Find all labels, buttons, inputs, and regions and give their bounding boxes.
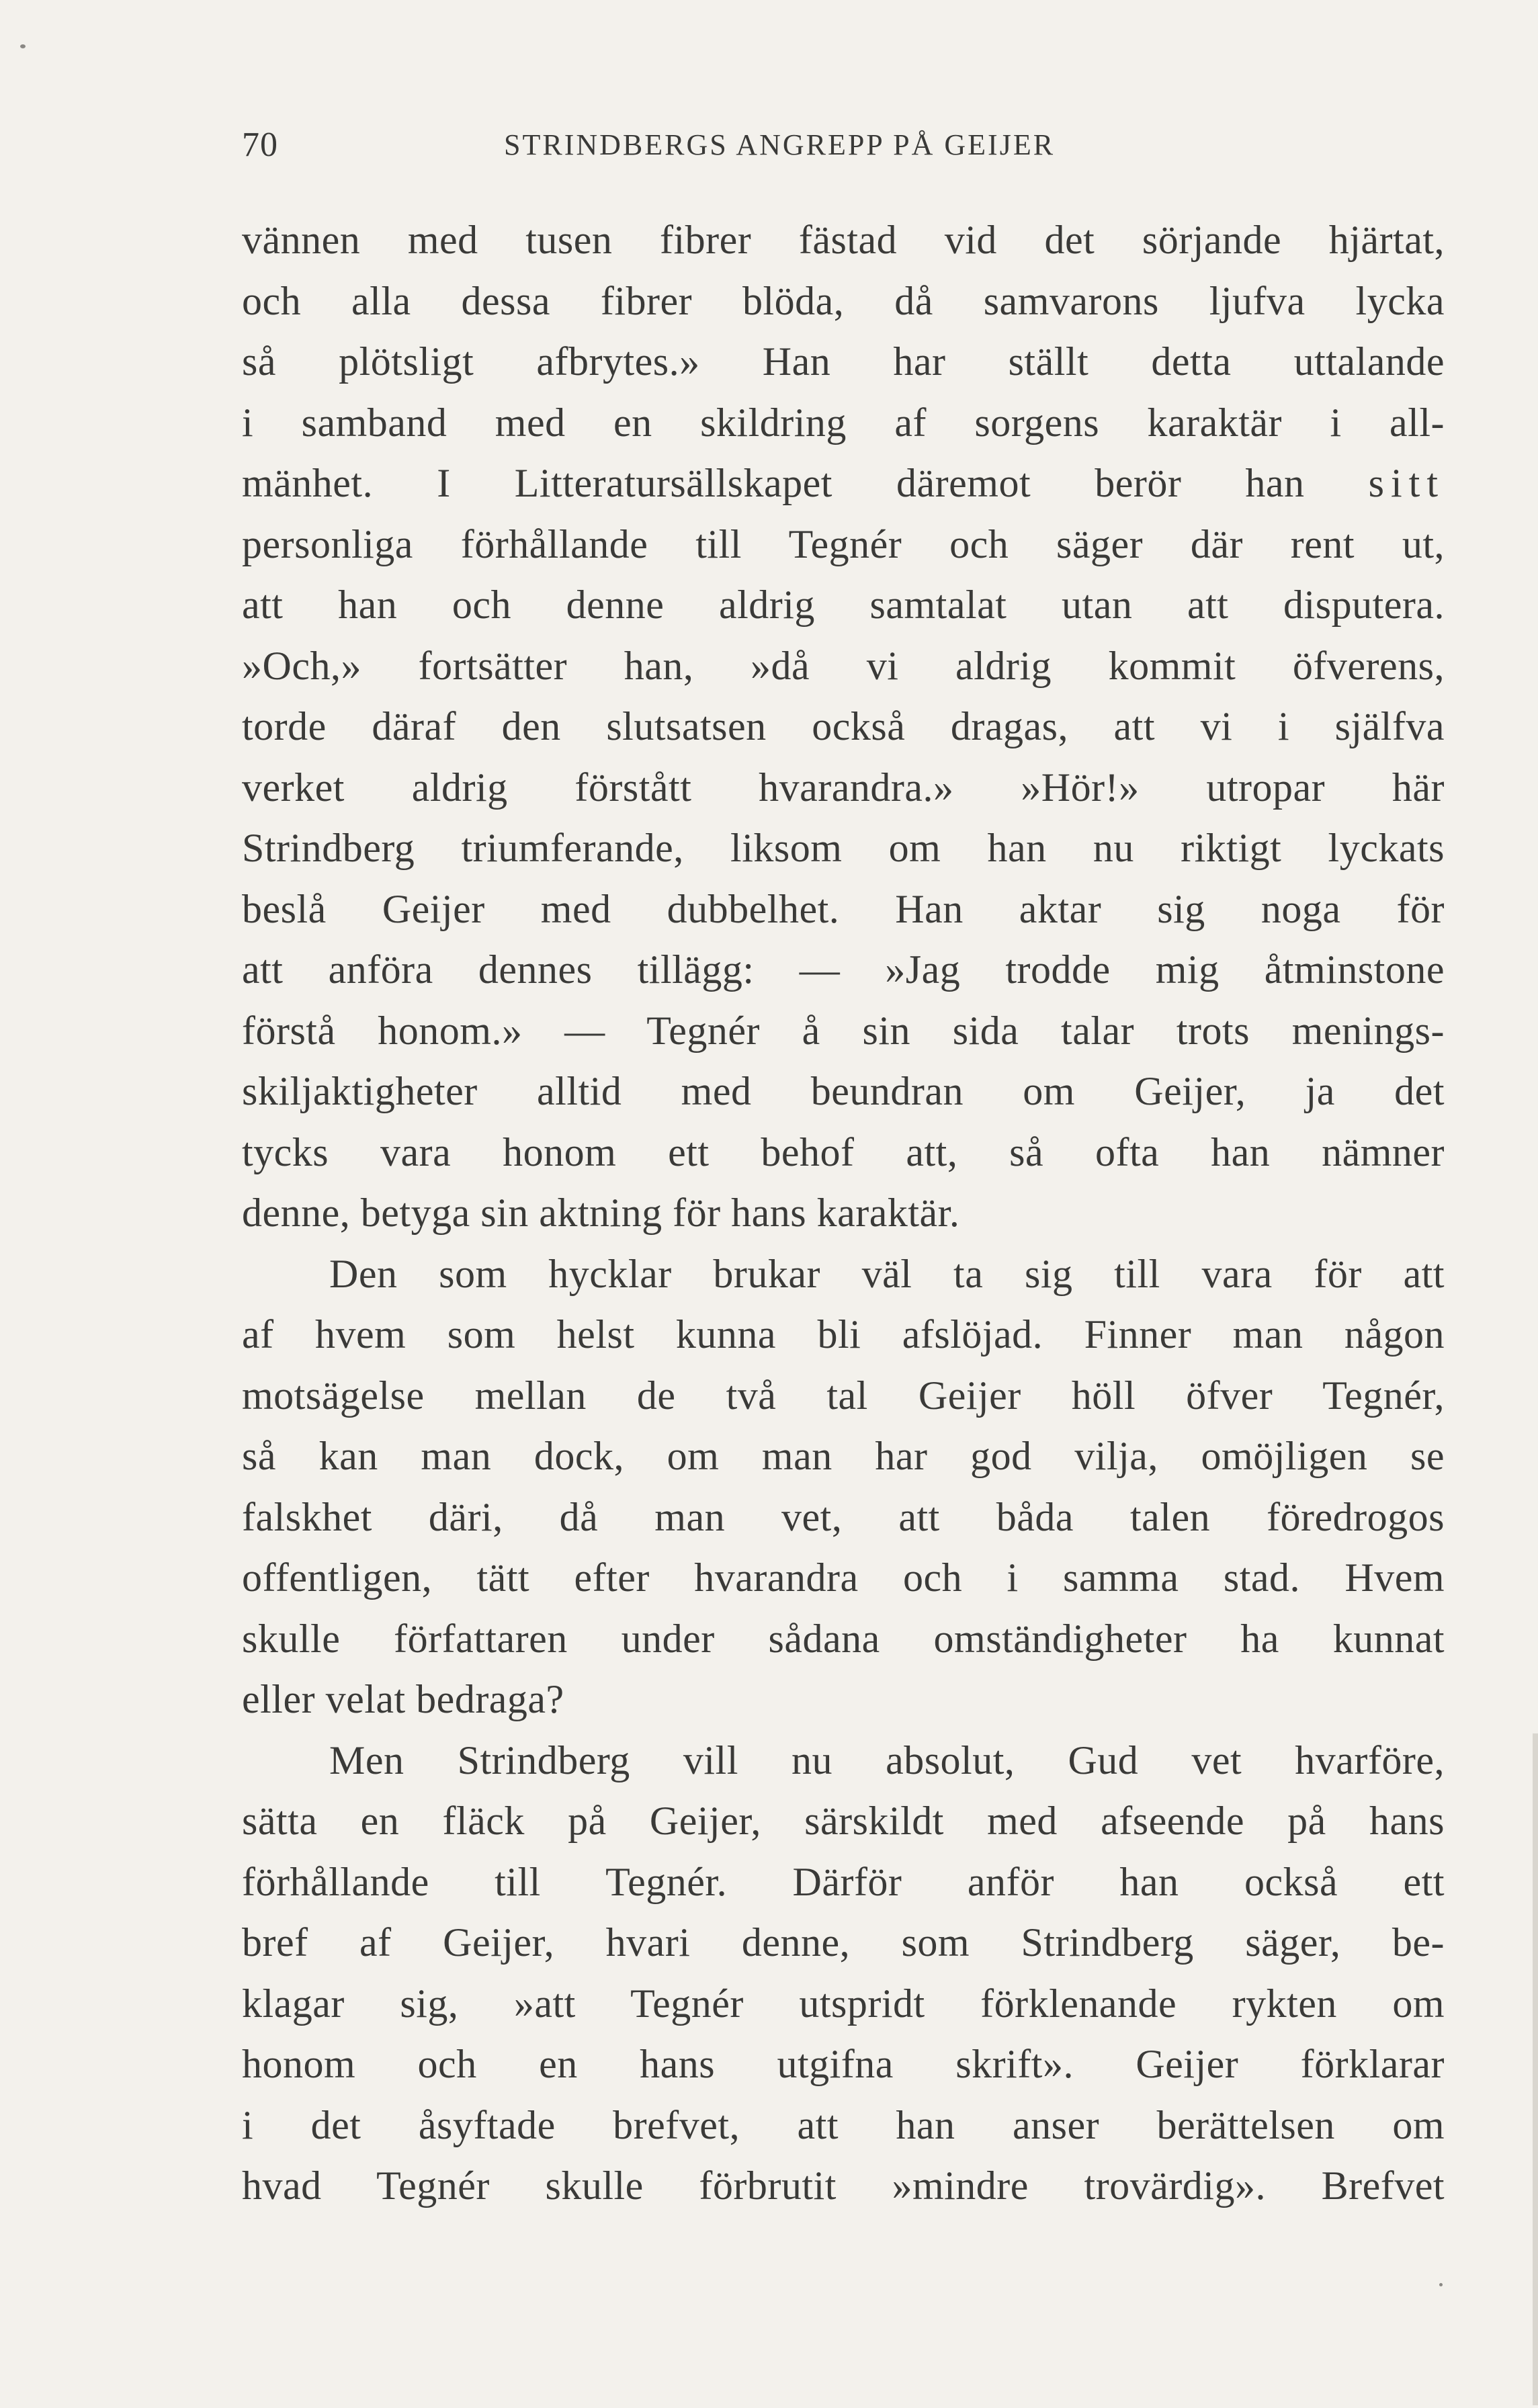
text-line: »Och,» fortsätter han, »då vi aldrig kommit öfverens,	[242, 643, 1445, 688]
text-line: af hvem som helst kunna bli afslöjad. Finner man någon	[242, 1312, 1445, 1357]
text-line: denne, betyga sin aktning för hans karaktär.	[242, 1191, 960, 1235]
scan-speck	[1439, 2283, 1443, 2286]
text-line: tycks vara honom ett behof att, så ofta han nämner	[242, 1129, 1445, 1174]
text-line: skiljaktigheter alltid med beundran om Geijer, ja det	[242, 1069, 1445, 1113]
text-line: i samband med en skildring af sorgens karaktär i all-	[242, 400, 1445, 445]
text-line: honom och en hans utgifna skrift». Geijer förklarar	[242, 2042, 1445, 2086]
text-line: klagar sig, »att Tegnér utspridt förklenande rykten om	[242, 1981, 1445, 2026]
text-line: bref af Geijer, hvari denne, som Strindberg säger, be-	[242, 1920, 1445, 1965]
text-line: hvad Tegnér skulle förbrutit »mindre trovärdig». Brefvet	[242, 2163, 1445, 2208]
text-line: sätta en fläck på Geijer, särskildt med afseende på hans	[242, 1799, 1445, 1843]
text-line: skulle författaren under sådana omständigheter ha kunnat	[242, 1616, 1445, 1661]
text-line: personliga förhållande till Tegnér och säger där rent ut,	[242, 521, 1445, 566]
running-head	[242, 125, 1177, 165]
text-line: falskhet däri, då man vet, att båda talen föredrogos	[242, 1494, 1445, 1539]
text-line: eller velat bedraga?	[242, 1677, 564, 1721]
scan-speck	[20, 44, 26, 48]
text-line	[242, 453, 1445, 514]
text-segment: mänhet. I Litteratursällskapet däremot berör han	[242, 461, 1305, 505]
text-line: förhållande till Tegnér. Därför anför han också ett	[242, 1859, 1445, 1904]
text-line: Men Strindberg vill nu absolut, Gud vet hvarföre,	[329, 1737, 1445, 1782]
text-line: beslå Geijer med dubbelhet. Han aktar sig noga för	[242, 886, 1445, 931]
page-edge-shadow	[1533, 1733, 1538, 2405]
text-line: torde däraf den slutsatsen också dragas, att vi i själfva	[242, 704, 1445, 748]
text-line: förstå honom.» — Tegnér å sin sida talar trots menings-	[242, 1008, 1445, 1053]
text-line: motsägelse mellan de två tal Geijer höll öfver Tegnér,	[242, 1373, 1445, 1418]
running-title: STRINDBERGS ANGREPP PÅ GEIJER	[504, 128, 1056, 161]
text-line: i det åsyftade brefvet, att han anser berättelsen om	[242, 2102, 1445, 2147]
text-line: verket aldrig förstått hvarandra.» »Hör!» utropar här	[242, 765, 1445, 810]
text-line: så plötsligt afbrytes.» Han har ställt detta uttalande	[242, 339, 1445, 384]
text-line: så kan man dock, om man har god vilja, omöjligen se	[242, 1434, 1445, 1478]
page-number: 70	[242, 126, 278, 164]
text-line: att han och denne aldrig samtalat utan att disputera.	[242, 583, 1445, 627]
text-line: och alla dessa fibrer blöda, då samvarons ljufva lycka	[242, 278, 1445, 323]
text-line: att anföra dennes tillägg: — »Jag trodde mig åtminstone	[242, 947, 1445, 992]
text-line: Den som hycklar brukar väl ta sig till vara för att	[329, 1251, 1445, 1296]
spaced-emphasis: sitt	[1368, 461, 1445, 505]
text-line: offentligen, tätt efter hvarandra och i samma stad. Hvem	[242, 1555, 1445, 1600]
text-line: Strindberg triumferande, liksom om han nu riktigt lyckats	[242, 826, 1445, 870]
body-text	[242, 210, 1445, 2217]
text-line: vännen med tusen fibrer fästad vid det sörjande hjärtat,	[242, 218, 1445, 262]
